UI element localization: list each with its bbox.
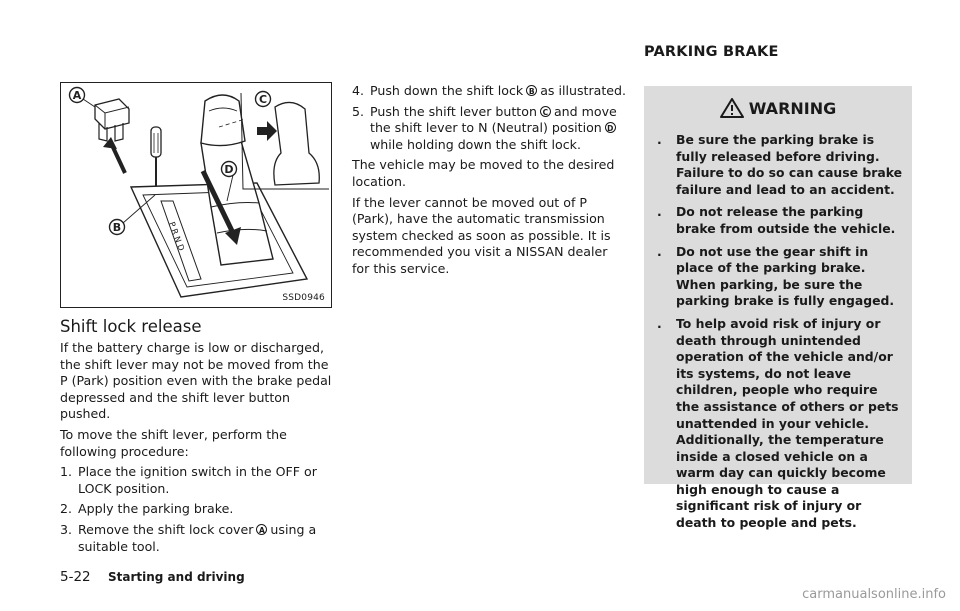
warning-text: Be sure the parking brake is fully released before driving. Failure to do so can cause brake failure and lead to an accident. — [676, 132, 903, 197]
circled-d-marker: D — [605, 122, 616, 133]
bullet: . — [657, 315, 662, 331]
step-4 — [352, 83, 627, 100]
vehicle-moved-paragraph: The vehicle may be moved to the desired location. — [352, 157, 615, 189]
step-text: Apply the parking brake. — [78, 501, 234, 517]
warning-triangle-icon — [720, 98, 744, 118]
watermark: carmanualsonline.info — [802, 587, 946, 602]
warning-item — [644, 132, 912, 198]
shift-lever-drawing — [61, 83, 331, 307]
bullet: . — [657, 132, 662, 147]
callout-d: D — [224, 163, 234, 176]
step-1 — [60, 464, 333, 497]
step-text: Push the shift lever button — [370, 103, 537, 119]
shift-lock-illustration — [60, 82, 332, 308]
step-text-cont: as illustrated. — [540, 83, 627, 98]
footer-section-title: Starting and driving — [108, 570, 245, 584]
warning-text: To help avoid risk of injury or death through unintended operation of the vehicle and/or its systems, do not leave children, people who require the assistance of others or pets unattended in your vehicle. Additionally, the temperature inside a closed vehicle on a warm day can quickly become high enough to cause a significant risk of injury or death to people and pets. — [676, 315, 899, 531]
shift-lock-body-continued — [352, 83, 627, 282]
callout-b: B — [112, 221, 122, 234]
step-text-cont: using a suitable tool. — [78, 521, 317, 554]
section-title-shift-lock: Shift lock release — [60, 317, 202, 336]
step-text-end: while holding down the shift lock. — [370, 136, 581, 152]
step-2 — [60, 501, 333, 518]
figure-caption: SSD0946 — [282, 293, 325, 303]
step-number: 5. — [352, 103, 365, 119]
step-3 — [60, 522, 333, 555]
warning-text: Do not release the parking brake from outside the vehicle. — [676, 204, 896, 236]
warning-title: WARNING — [748, 99, 837, 118]
circled-c-marker: C — [540, 106, 551, 117]
procedure-intro: To move the shift lever, perform the following procedure: — [60, 426, 287, 459]
warning-item — [644, 244, 912, 310]
step-number: 3. — [60, 521, 73, 537]
step-text: Place the ignition switch in the OFF or LOCK position. — [78, 464, 317, 496]
circled-b-marker: B — [526, 85, 537, 96]
page-number: 5-22 — [60, 569, 91, 585]
warning-item — [644, 316, 912, 532]
warning-header — [644, 98, 912, 118]
gear-letters: P R N D — [167, 220, 186, 253]
warning-item — [644, 204, 912, 237]
warning-box — [644, 86, 912, 531]
callout-c: C — [258, 93, 268, 106]
dealer-paragraph: If the lever cannot be moved out of P (Park), have the automatic transmission system checked as soon as possible. It is recommended you visit a NISSAN dealer for this service. — [352, 194, 611, 276]
warning-list — [644, 132, 912, 538]
step-text-cont: and move the shift lever to N (Neutral) position — [370, 103, 617, 136]
bullet: . — [657, 243, 662, 259]
section-title-parking-brake: PARKING BRAKE — [644, 44, 779, 60]
bullet: . — [657, 204, 662, 220]
step-number: 4. — [352, 83, 365, 98]
step-number: 2. — [60, 501, 73, 517]
callout-a: A — [72, 89, 82, 102]
step-text: Push down the shift lock — [370, 83, 524, 98]
intro-paragraph: If the battery charge is low or discharged, the shift lever may not be moved from the P (Park) position even with the brake pedal depressed and the shift lever button pushed. — [60, 340, 332, 422]
step-5 — [352, 104, 627, 154]
circled-a-marker: A — [256, 524, 267, 535]
shift-lock-body — [60, 340, 333, 559]
step-number: 1. — [60, 464, 73, 480]
warning-text: Do not use the gear shift in place of the parking brake. When parking, be sure the parking brake is fully engaged. — [676, 243, 895, 309]
step-text: Remove the shift lock cover — [78, 521, 254, 537]
